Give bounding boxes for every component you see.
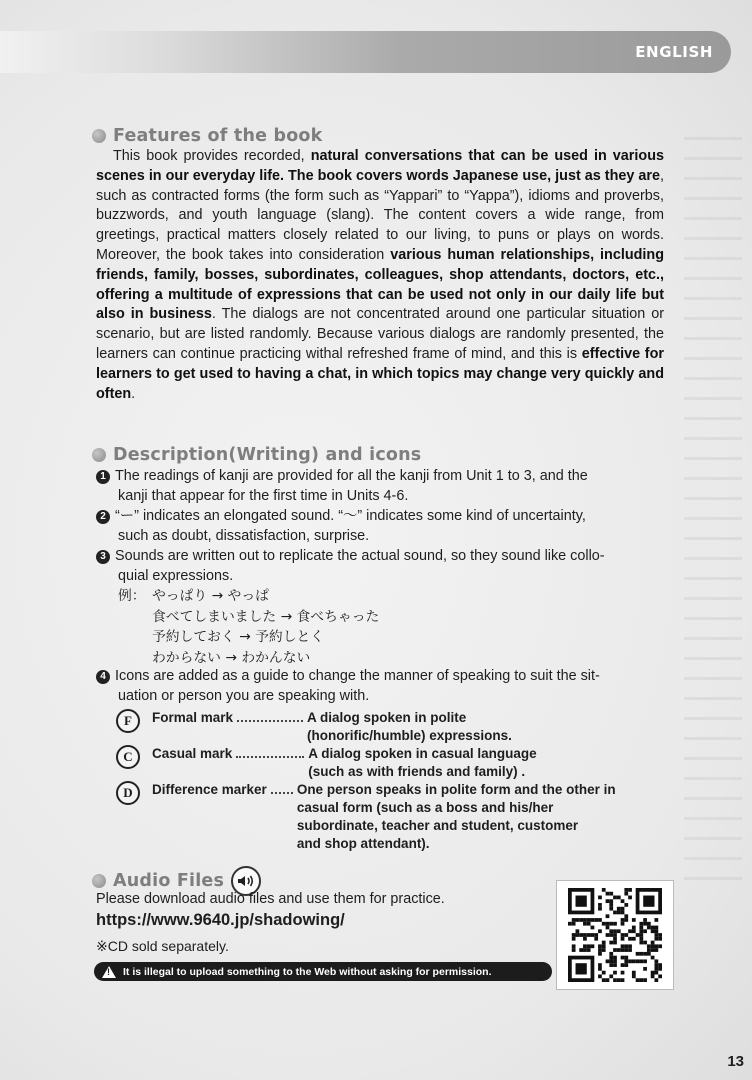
audio-download-link[interactable]: https://www.9640.jp/shadowing/: [96, 911, 345, 929]
features-paragraph: [96, 147, 664, 404]
qr-code[interactable]: [556, 880, 674, 990]
item-text: such as doubt, dissatisfaction, surprise.: [118, 527, 370, 544]
mark-name: Casual mark: [152, 746, 233, 761]
item-text: quial expressions.: [118, 567, 234, 584]
description-item-4: [96, 667, 664, 707]
arrow-icon: →: [211, 588, 224, 604]
features-emphasis-run: natural conversations that can be used in various scenes in our everyday life. The book covers words Japanese use, just as they are: [96, 148, 664, 184]
example-to: 食べちゃった: [296, 608, 380, 625]
features-text-run: . The dialogs are not concentrated around one particular situation or scenario, but are listed randomly. Because various dialogs are randomly presented, the learners can continue practicing withal refreshed frame of mind, and this is: [96, 306, 665, 362]
example-label: [118, 607, 152, 628]
difference-mark-row: [116, 781, 616, 853]
example-row: [118, 607, 379, 628]
item-text: “ー” indicates an elongated sound. “〜” indicates some kind of uncertainty,: [115, 508, 586, 524]
upload-warning-banner: [94, 962, 552, 981]
audio-instruction: Please download audio files and use them for practice.: [96, 891, 445, 907]
features-text-run: .: [131, 385, 136, 402]
example-from: 食べてしまいました: [152, 608, 277, 625]
dotted-leader: [236, 745, 304, 758]
features-emphasis-run: various human relationships, including friends, family, bosses, subordinates, colleagues, shop attendants, doctors, etc., offering a multitude of expressions that can be used not only in our daily life but also in business: [96, 246, 664, 323]
arrow-icon: →: [225, 649, 237, 666]
features-heading: [92, 126, 322, 146]
example-label: [118, 648, 152, 669]
heading-bullet-icon: [92, 448, 106, 462]
arrow-icon: →: [280, 608, 293, 625]
mark-description: A dialog spoken in casual language (such as with friends and family) .: [308, 746, 537, 779]
item-text: kanji that appear for the first time in Units 4-6.: [118, 487, 409, 504]
warning-text: It is illegal to upload something to the Web without asking for permission.: [123, 965, 492, 978]
formal-mark-icon: F: [116, 709, 140, 733]
description-item-3: [96, 547, 664, 587]
number-4-icon: 4: [96, 670, 110, 684]
casual-mark-icon: C: [116, 745, 140, 769]
description-item-1: [96, 467, 664, 507]
example-from: やっぱり: [152, 588, 208, 604]
heading-bullet-icon: [92, 129, 106, 143]
audio-heading-text: Audio Files: [113, 871, 225, 891]
example-from: わからない: [152, 649, 221, 666]
cd-note: ※CD sold separately.: [96, 938, 229, 954]
arrow-icon: →: [239, 629, 251, 645]
language-label: ENGLISH: [635, 43, 713, 61]
heading-bullet-icon: [92, 874, 106, 888]
warning-icon: [102, 966, 116, 978]
page-number: 13: [727, 1053, 744, 1070]
mark-name: Formal mark: [152, 710, 234, 725]
casual-mark-row: [116, 745, 537, 781]
example-to: わかんない: [241, 649, 311, 666]
show-through-text: [670, 120, 752, 880]
contraction-examples: [118, 586, 379, 668]
qr-code-icon: [568, 888, 662, 982]
formal-mark-row: [116, 709, 512, 745]
item-text: Sounds are written out to replicate the actual sound, so they sound like collo-: [115, 548, 605, 564]
description-heading: [92, 445, 421, 465]
number-1-icon: 1: [96, 470, 110, 484]
features-heading-text: Features of the book: [113, 126, 323, 146]
example-label: [118, 627, 152, 648]
example-row: [118, 586, 379, 607]
features-emphasis-run: effective for learners to get used to having a chat, in which topics may change very quickly and often: [96, 345, 664, 402]
description-item-2: [96, 507, 664, 547]
example-row: [118, 648, 379, 669]
example-row: [118, 627, 379, 648]
description-heading-text: Description(Writing) and icons: [113, 445, 422, 465]
features-text-run: , such as contracted forms (the form such as “Yappari” to “Yappa”), idioms and proverbs, buzzwords, and youth language (slang). The content covers a wide range, from greetings, practical matters closely related to our living, to puns or plays on words. Moreover, the book takes into consideration: [96, 167, 664, 263]
features-text-run: This book provides recorded,: [113, 148, 311, 164]
item-text: The readings of kanji are provided for all the kanji from Unit 1 to 3, and the: [115, 468, 588, 484]
difference-mark-icon: D: [116, 781, 140, 805]
example-label: 例：: [118, 588, 146, 604]
header-bar: [0, 31, 731, 73]
mark-description: A dialog spoken in polite (honorific/humble) expressions.: [307, 710, 512, 743]
item-text: Icons are added as a guide to change the manner of speaking to suit the sit-: [115, 668, 600, 684]
example-from: 予約しておく: [152, 629, 235, 645]
example-to: 予約しとく: [255, 629, 325, 645]
example-to: やっぱ: [227, 588, 269, 604]
mark-description: One person speaks in polite form and the other in casual form (such as a boss and his/her subordinate, teacher and student, customer and shop attendant).: [296, 782, 616, 851]
mark-name: Difference marker: [152, 782, 267, 797]
item-text: uation or person you are speaking with.: [118, 687, 370, 704]
number-3-icon: 3: [96, 550, 110, 564]
dotted-leader: [271, 781, 293, 794]
number-2-icon: 2: [96, 510, 110, 524]
dotted-leader: [237, 709, 303, 722]
